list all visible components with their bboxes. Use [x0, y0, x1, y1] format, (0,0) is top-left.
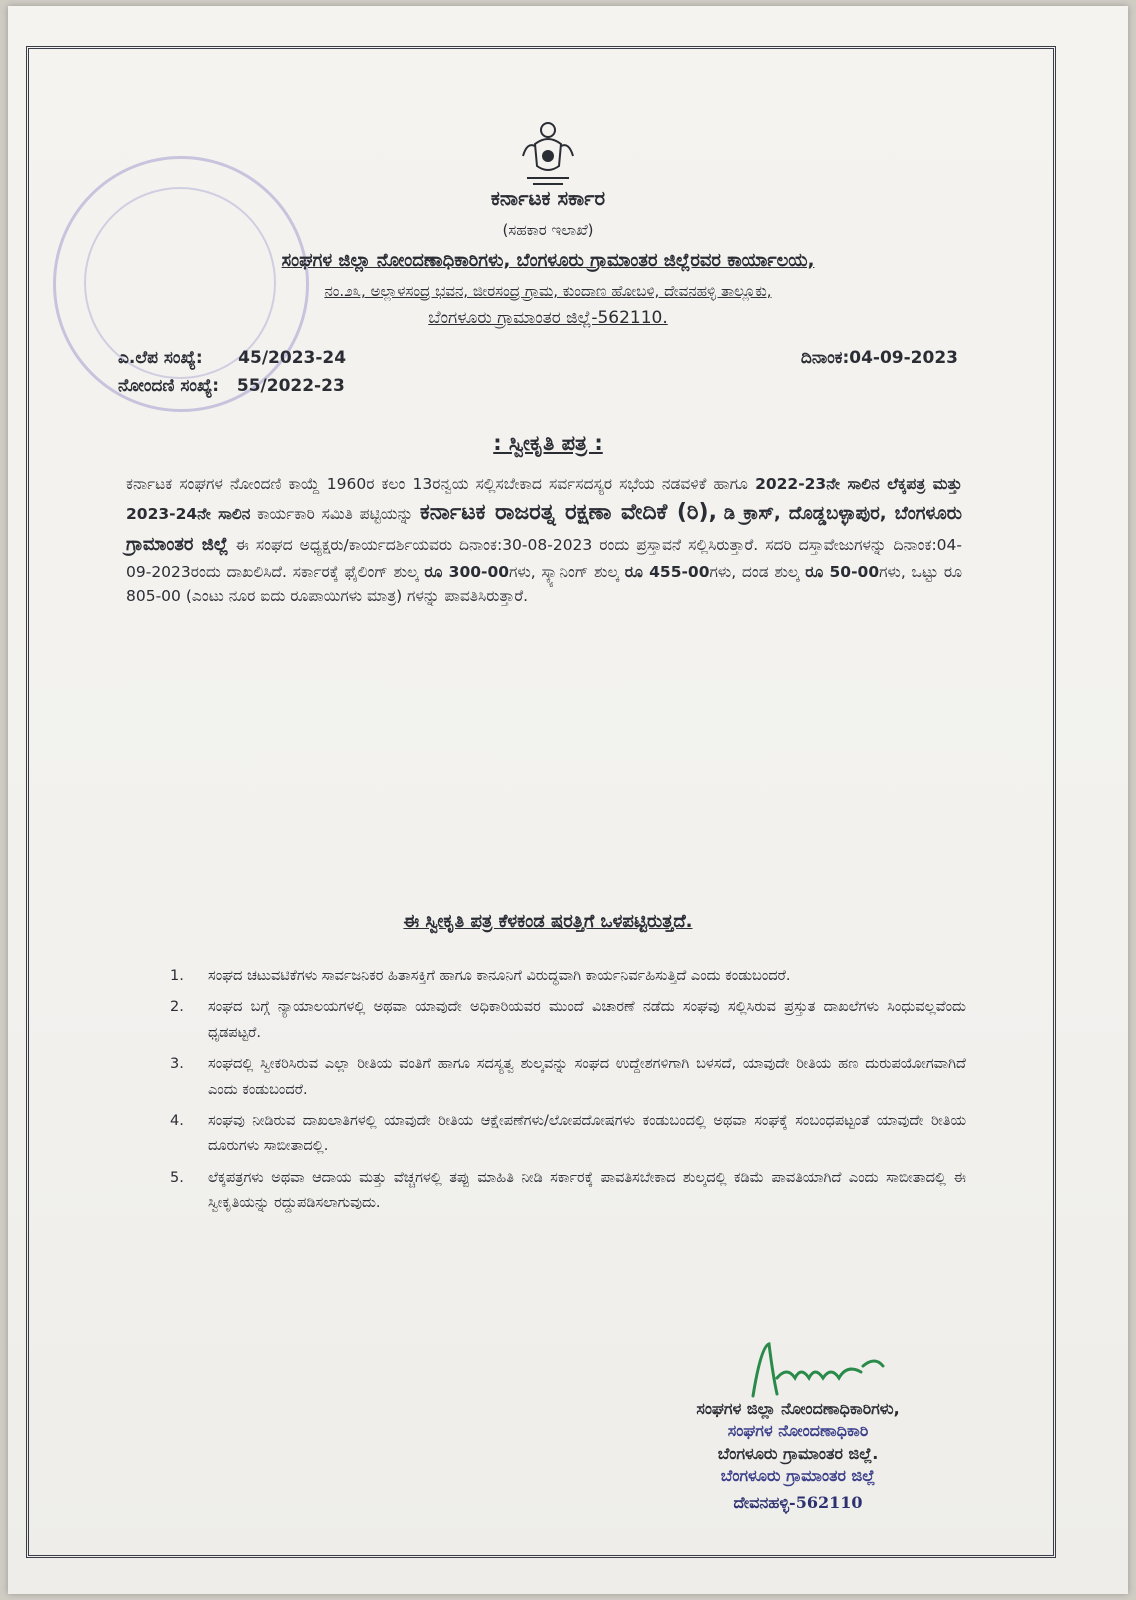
condition-number: 5. — [170, 1169, 184, 1186]
office-name: ಸಂಘಗಳ ಜಿಲ್ಲಾ ನೋಂದಣಾಧಿಕಾರಿಗಳು, ಬೆಂಗಳೂರು ಗ್ರಾಮಾಂತರ ಜಿಲ್ಲೆರವರ ಕಾರ್ಯಾಲಯ, — [281, 250, 815, 271]
condition-text: ಸಂಘದಲ್ಲಿ ಸ್ವೀಕರಿಸಿರುವ ಎಲ್ಲಾ ರೀತಿಯ ವಂತಿಗೆ ಹಾಗೂ ಸದಸ್ಯತ್ವ ಶುಲ್ಕವನ್ನು ಸಂಘದ ಉದ್ದೇಶಗಳಿಗಾಗಿ ಬಳಸದೆ, ಯಾವುದೇ ರೀತಿಯ ಹಣ ದುರುಪಯೋಗವಾಗಿದೆ ಎಂದು ಕಂಡುಬಂದರೆ. — [208, 1056, 966, 1098]
condition-item — [170, 995, 966, 1046]
para-text-d: ಗಳು, ಸ್ಕ್ಯಾನಿಂಗ್ ಶುಲ್ಕ — [509, 562, 625, 581]
acknowledgement-paragraph — [126, 472, 962, 609]
condition-text: ಸಂಘವು ನೀಡಿರುವ ದಾಖಲಾತಿಗಳಲ್ಲಿ ಯಾವುದೇ ರೀತಿಯ ಆಕ್ಷೇಪಣೆಗಳು/ಲೋಪದೋಷಗಳು ಕಂಡುಬಂದಲ್ಲಿ ಅಥವಾ ಸಂಘಕ್ಕೆ ಸಂಬಂಧಪಟ್ಟಂತೆ ಯಾವುದೇ ರೀತಿಯ ದೂರುಗಳು ಸಾಬೀತಾದಲ್ಲಿ. — [208, 1112, 966, 1155]
condition-text: ಲೆಕ್ಕಪತ್ರಗಳು ಅಥವಾ ಆದಾಯ ಮತ್ತು ವೆಚ್ಚಗಳಲ್ಲಿ ತಪ್ಪು ಮಾಹಿತಿ ನೀಡಿ ಸರ್ಕಾರಕ್ಕೆ ಪಾವತಿಸಬೇಕಾದ ಶುಲ್ಕದಲ್ಲಿ ಕಡಿಮೆ ಪಾವತಿಯಾಗಿದೆ ಎಂದು ಸಾಬೀತಾದಲ್ಲಿ ಈ ಸ್ವೀಕೃತಿಯನ್ನು ರದ್ದುಪಡಿಸಲಾಗುವುದು. — [208, 1169, 966, 1211]
signatory-district: ಬೆಂಗಳೂರು ಗ್ರಾಮಾಂತರ ಜಿಲ್ಲೆ. — [717, 1443, 879, 1463]
fee-filing: ರೂ 300-00 — [424, 562, 510, 581]
fee-penalty: ರೂ 50-00 — [805, 562, 880, 581]
office-address-line1: ನಂ.೨೩, ಅಲ್ಲಾಳಸಂದ್ರ ಭವನ, ಜೀರಸಂದ್ರ ಗ್ರಾಮ, ಕುಂದಾಣ ಹೋಬಳಿ, ದೇವನಹಳ್ಳಿ ತಾಲ್ಲೂಕು, — [324, 282, 772, 300]
condition-item — [170, 1166, 966, 1217]
signatory-place: ದೇವನಹಳ್ಳಿ-562110 — [733, 1492, 863, 1512]
condition-text: ಸಂಘದ ಬಗ್ಗೆ ನ್ಯಾಯಾಲಯಗಳಲ್ಲಿ ಅಥವಾ ಯಾವುದೇ ಅಧಿಕಾರಿಯವರ ಮುಂದೆ ವಿಚಾರಣೆ ನಡೆದು ಸಂಘವು ಸಲ್ಲಿಸಿರುವ ಪ್ರಸ್ತುತ ದಾಖಲೆಗಳು ಸಿಂಧುವಲ್ಲವೆಂದು ಧೃಡಪಟ್ಟರೆ. — [208, 999, 966, 1041]
para-text-c: ಈ ಸಂಘದ ಅಧ್ಯಕ್ಷರು/ಕಾರ್ಯದರ್ಶಿಯವರು ದಿನಾಂಕ:30-08-2023 ರಂದು ಪ್ರಸ್ತಾವನೆ ಸಲ್ಲಿಸಿರುತ್ತಾರೆ. ಸದರಿ ದಸ್ತಾವೇಜುಗಳನ್ನು ದಿನಾಂಕ:04-09-2023ರಂದು ದಾಖಲಿಸಿದೆ. ಸರ್ಕಾರಕ್ಕೆ ಫೈಲಿಂಗ್ ಶುಲ್ಕ — [126, 536, 963, 581]
registration-number-label: ನೋಂದಣಿ ಸಂಖ್ಯೆ: — [118, 376, 220, 396]
file-number-label: ಎ.ಲೆಪ ಸಂಖ್ಯೆ: — [118, 348, 203, 368]
registration-number-row — [118, 376, 345, 396]
file-number-row — [118, 348, 346, 368]
signature-mark — [743, 1336, 903, 1406]
condition-text: ಸಂಘದ ಚಟುವಟಿಕೆಗಳು ಸಾರ್ವಜನಿಕರ ಹಿತಾಸಕ್ತಿಗೆ ಹಾಗೂ ಕಾನೂನಿಗೆ ವಿರುದ್ಧವಾಗಿ ಕಾರ್ಯನಿರ್ವಹಿಸುತ್ತಿದೆ ಎಂದು ಕಂಡುಬಂದರೆ. — [208, 968, 791, 984]
condition-number: 2. — [170, 999, 184, 1016]
condition-number: 4. — [170, 1112, 184, 1129]
conditions-list — [170, 964, 966, 1222]
organisation-address: ಡಿ ಕ್ರಾಸ್, ದೊಡ್ಡಬಳ್ಳಾಪುರ, ಬೆಂಗಳೂರು ಗ್ರಾಮಾಂತರ ಜಿಲ್ಲೆ — [126, 503, 963, 556]
para-text-b: ಕಾರ್ಯಕಾರಿ ಸಮಿತಿ ಪಟ್ಟಿಯನ್ನು — [250, 505, 420, 524]
government-name: ಕರ್ನಾಟಕ ಸರ್ಕಾರ — [490, 186, 606, 210]
signatory-block — [608, 1398, 988, 1514]
para-text-f: ಗಳು, ಒಟ್ಟು ರೂ 805-00 (ಎಂಟು ನೂರ ಐದು ರೂಪಾಯಿಗಳು ಮಾತ್ರ) ಗಳನ್ನು ಪಾವತಿಸಿರುತ್ತಾರೆ. — [126, 562, 962, 606]
para-years: 2022-23ನೇ ಸಾಲಿನ ಲೆಕ್ಕಪತ್ರ ಮತ್ತು 2023-24ನೇ ಸಾಲಿನ — [126, 475, 963, 524]
fee-scanning: ರೂ 455-00 — [624, 562, 710, 581]
condition-item — [170, 964, 966, 989]
signatory-stamp-district: ಬೆಂಗಳೂರು ಗ್ರಾಮಾಂತರ ಜಿಲ್ಲೆ — [720, 1466, 876, 1486]
para-text-a: ಕರ್ನಾಟಕ ಸಂಘಗಳ ನೋಂದಣಿ ಕಾಯ್ದೆ 1960ರ ಕಲಂ 13ರನ್ವಯ ಸಲ್ಲಿಸಬೇಕಾದ ಸರ್ವಸದಸ್ಯರ ಸಭೆಯ ನಡವಳಿಕೆ ಹಾಗೂ — [126, 475, 756, 493]
condition-number: 1. — [170, 968, 184, 984]
condition-number: 3. — [170, 1056, 184, 1073]
state-emblem-icon — [513, 116, 583, 188]
letter-title — [98, 431, 998, 456]
para-text-e: ಗಳು, ದಂಡ ಶುಲ್ಕ — [709, 562, 806, 581]
office-address-line2: ಬೆಂಗಳೂರು ಗ್ರಾಮಾಂತರ ಜಿಲ್ಲೆ-562110. — [428, 308, 668, 328]
letter-date: ದಿನಾಂಕ:04-09-2023 — [800, 348, 958, 368]
document-sheet — [8, 6, 1128, 1594]
conditions-heading-text: ಈ ಸ್ವೀಕೃತಿ ಪತ್ರ ಕೆಳಕಂಡ ಷರತ್ತಿಗೆ ಒಳಪಟ್ಟಿರುತ್ತದೆ. — [403, 911, 693, 932]
file-number-value: 45/2023-24 — [238, 348, 347, 368]
letter-title-text: : ಸ್ವೀಕೃತಿ ಪತ್ರ : — [493, 431, 603, 455]
condition-item — [170, 1109, 966, 1160]
registration-number-value: 55/2022-23 — [236, 376, 345, 396]
condition-item — [170, 1052, 966, 1103]
signatory-title: ಸಂಘಗಳ ಜಿಲ್ಲಾ ನೋಂದಣಾಧಿಕಾರಿಗಳು, — [696, 1399, 900, 1418]
signatory-stamp-line: ಸಂಘಗಳ ನೋಂದಣಾಧಿಕಾರಿ — [727, 1421, 869, 1441]
organisation-name: ಕರ್ನಾಟಕ ರಾಜರತ್ನ ರಕ್ಷಣಾ ವೇದಿಕೆ (ರಿ), — [419, 500, 717, 526]
department-name: (ಸಹಕಾರ ಇಲಾಖೆ) — [502, 221, 594, 239]
conditions-heading — [98, 911, 998, 932]
